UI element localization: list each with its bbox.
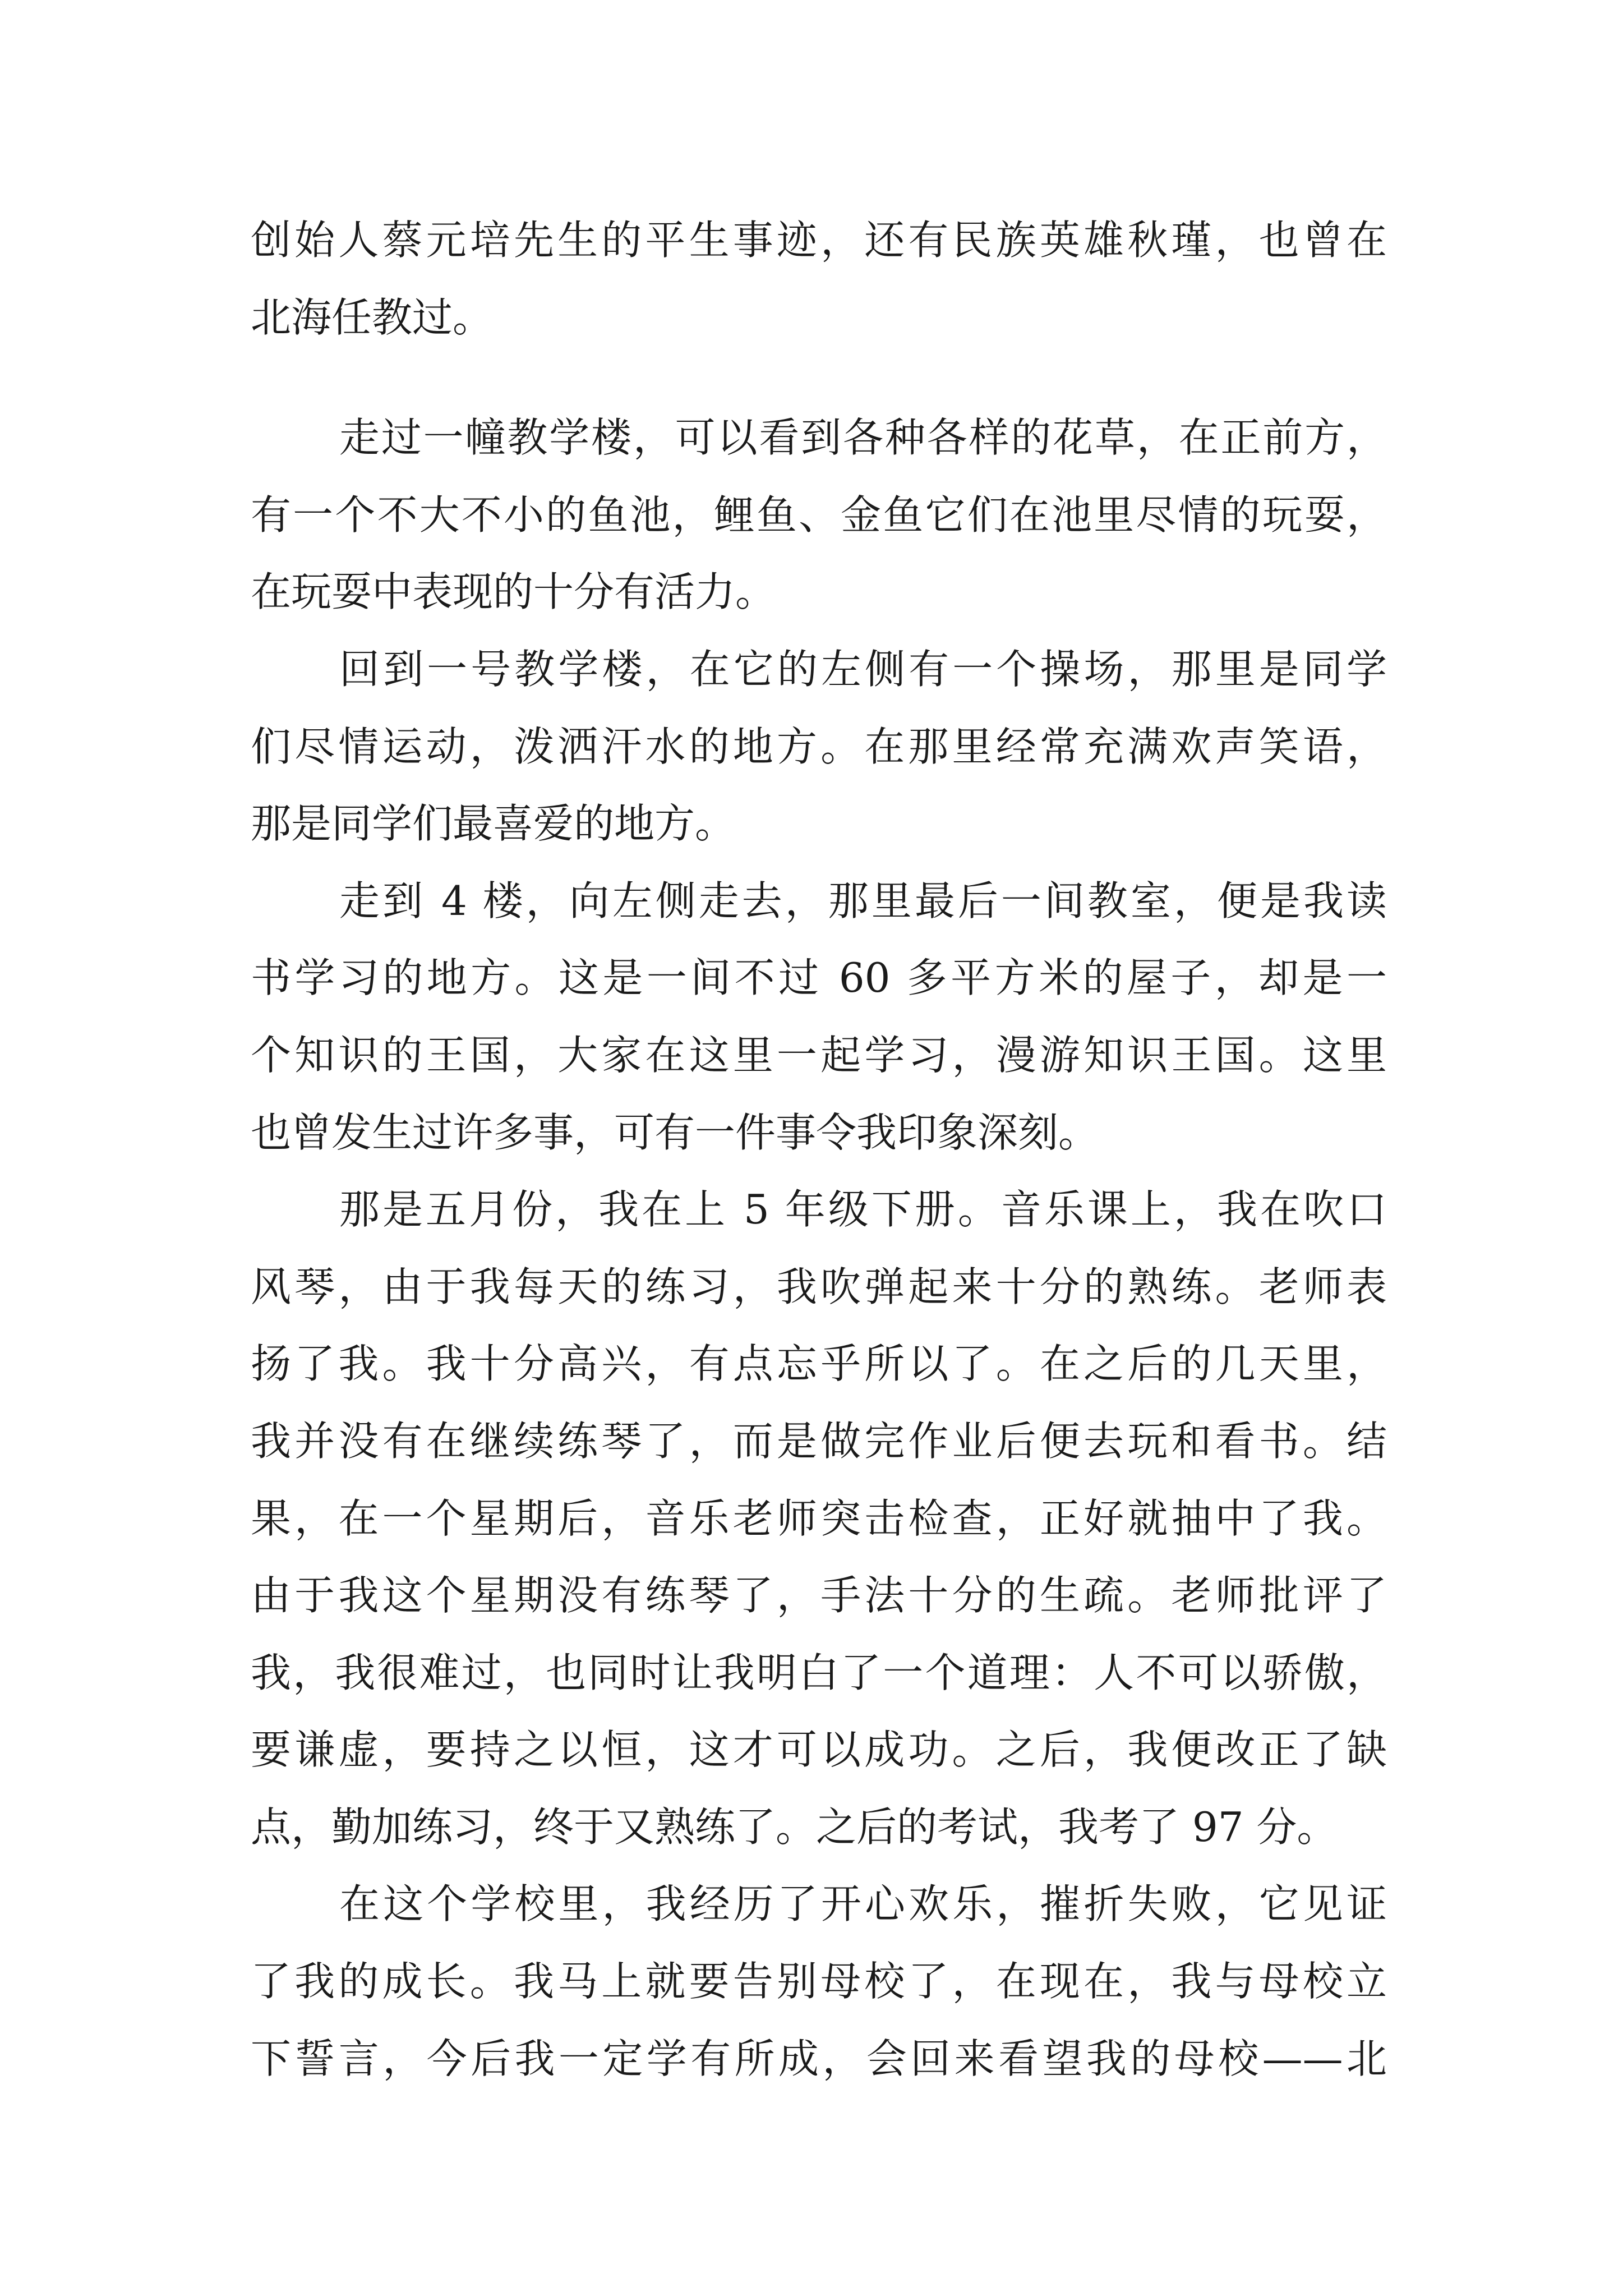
text-line: 风琴，由于我每天的练习，我吹弹起来十分的熟练。老师表 — [251, 1263, 1387, 1310]
text-line: 在玩耍中表现的十分有活力。 — [251, 568, 776, 616]
text-line: 书学习的地方。这是一间不过 60 多平方米的屋子，却是一 — [251, 954, 1387, 1002]
text-line: 北海任教过。 — [251, 293, 494, 341]
text-line: 我，我很难过，也同时让我明白了一个道理：人不可以骄傲， — [251, 1649, 1387, 1696]
text-line: 那是五月份，我在上 5 年级下册。音乐课上，我在吹口 — [339, 1186, 1387, 1234]
paragraph — [251, 1866, 1387, 2097]
text-line: 回到一号教学楼，在它的左侧有一个操场，那里是同学 — [339, 645, 1387, 693]
text-line: 那是同学们最喜爱的地方。 — [251, 800, 736, 848]
paragraph — [251, 399, 1387, 631]
text-line: 了我的成长。我马上就要告别母校了，在现在，我与母校立 — [251, 1958, 1387, 2005]
text-line: 走到 4 楼，向左侧走去，那里最后一间教室，便是我读 — [339, 877, 1387, 924]
text-line: 们尽情运动，泼洒汗水的地方。在那里经常充满欢声笑语， — [251, 723, 1387, 770]
text-line: 我并没有在继续练琴了，而是做完作业后便去玩和看书。结 — [251, 1417, 1387, 1465]
text-line: 要谦虚，要持之以恒，这才可以成功。之后，我便改正了缺 — [251, 1726, 1387, 1774]
paragraph — [251, 202, 1387, 356]
text-line: 也曾发生过许多事，可有一件事令我印象深刻。 — [251, 1108, 1099, 1156]
body-text — [251, 202, 1387, 2097]
text-line: 下誓言，今后我一定学有所成，会回来看望我的母校——北 — [251, 2035, 1387, 2082]
paragraph — [251, 863, 1387, 1171]
text-line: 由于我这个星期没有练琴了，手法十分的生疏。老师批评了 — [251, 1572, 1387, 1619]
text-line: 扬了我。我十分高兴，有点忘乎所以了。在之后的几天里， — [251, 1340, 1387, 1388]
text-line: 果，在一个星期后，音乐老师突击检查，正好就抽中了我。 — [251, 1494, 1387, 1542]
text-line: 创始人蔡元培先生的平生事迹，还有民族英雄秋瑾，也曾在 — [251, 217, 1387, 264]
text-line: 点，勤加练习，终于又熟练了。之后的考试，我考了 97 分。 — [251, 1803, 1338, 1851]
text-line: 有一个不大不小的鱼池，鲤鱼、金鱼它们在池里尽情的玩耍， — [251, 491, 1387, 539]
text-line: 走过一幢教学楼，可以看到各种各样的花草，在正前方， — [339, 414, 1387, 462]
text-line: 个知识的王国，大家在这里一起学习，漫游知识王国。这里 — [251, 1031, 1387, 1079]
paragraph — [251, 1171, 1387, 1866]
paragraph — [251, 631, 1387, 863]
text-line: 在这个学校里，我经历了开心欢乐，摧折失败，它见证 — [339, 1880, 1387, 1928]
